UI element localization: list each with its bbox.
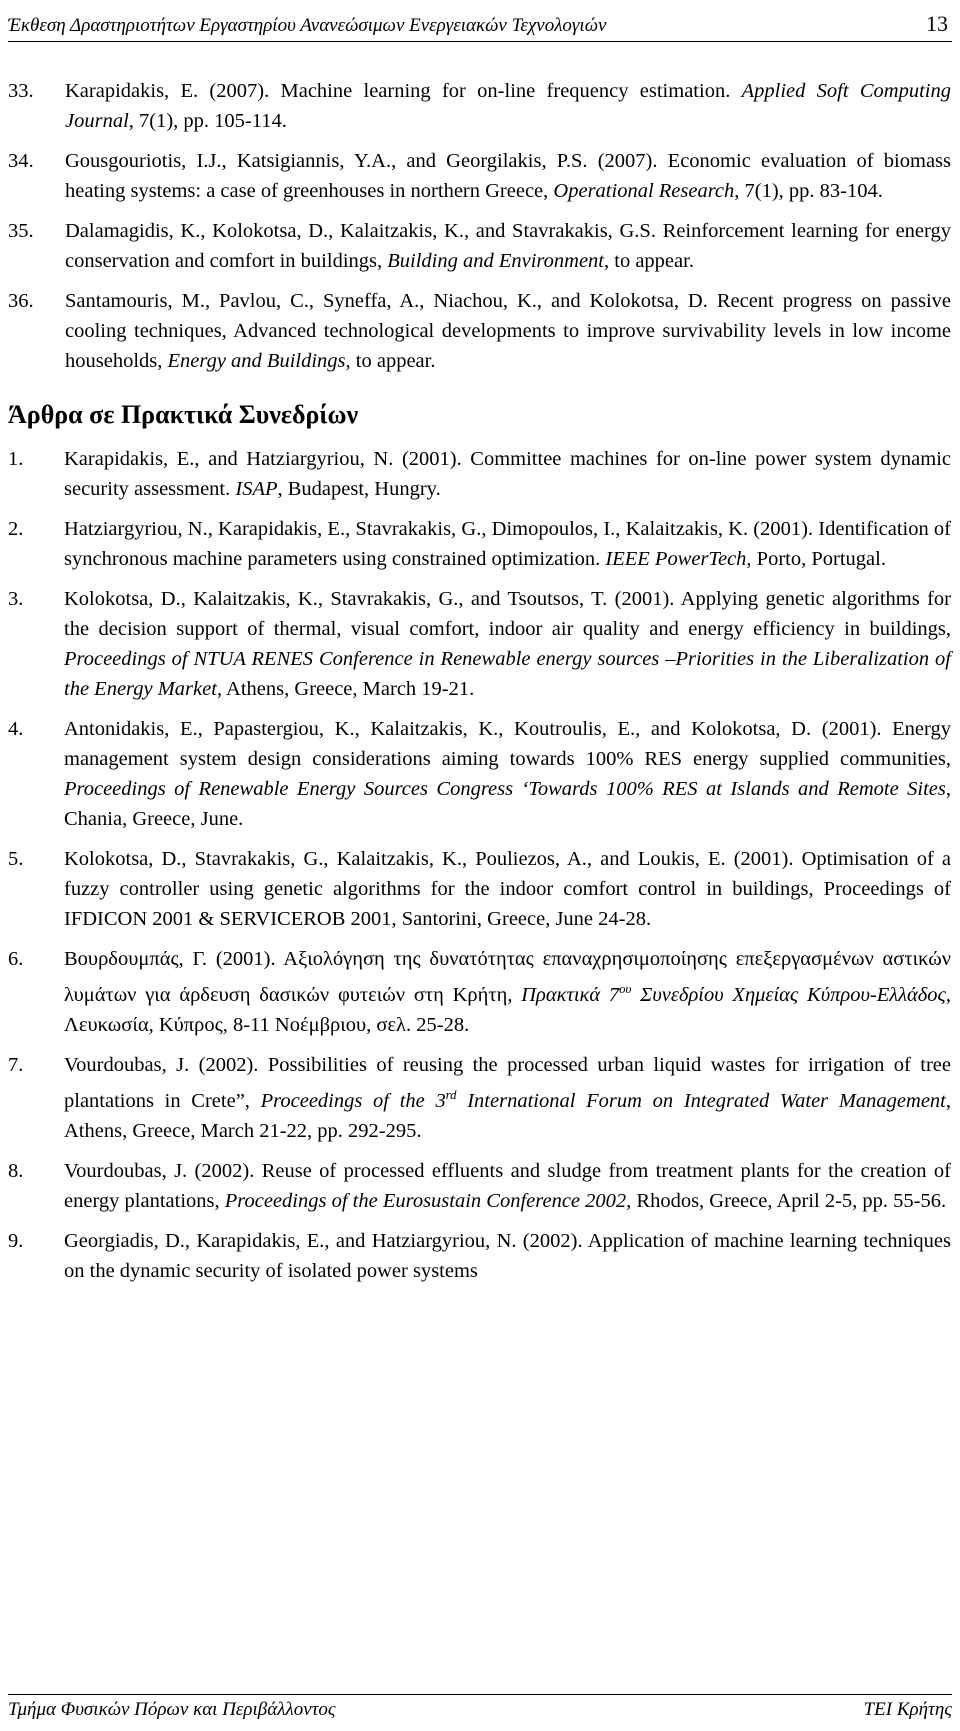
reference-italic-text: rd xyxy=(445,1087,457,1102)
reference-italic-text: Πρακτικά 7 xyxy=(521,983,620,1006)
reference-item xyxy=(0,1050,960,1146)
reference-italic-text: ISAP xyxy=(235,478,278,500)
reference-italic-text: Proceedings of NTUA RENES Conference in Renewable energy sources –Priorities in the Liberalization of the Energy Market xyxy=(64,648,951,700)
reference-item xyxy=(0,216,960,276)
section-heading: Άρθρα σε Πρακτικά Συνεδρίων xyxy=(8,400,359,429)
reference-italic-text: ου xyxy=(619,982,632,996)
conference-reference-list xyxy=(0,444,960,1286)
reference-number: 33. xyxy=(8,80,34,102)
reference-text: , Rhodos, Greece, April 2-5, pp. 55-56. xyxy=(626,1189,947,1212)
reference-text: Βουρδουμπάς, Γ. (2001). Αξιολόγηση της δυνατότητας επαναχρησιμοποίησης επεξεργασμένων αστικών λυμάτων για άρδευση δασικών φυτειών στη Κρήτη, xyxy=(64,948,951,1006)
reference-text: , Budapest, Hungry. xyxy=(277,478,441,500)
reference-item xyxy=(0,76,960,136)
page-header xyxy=(8,0,952,42)
reference-text: , to appear. xyxy=(345,350,436,372)
reference-text: Santamouris, M., Pavlou, C., Syneffa, A., Niachou, K., and Kolokotsa, D. Recent progress on passive cooling techniques, Advanced technological developments to improve survivability levels in low income households, xyxy=(65,290,951,372)
reference-text: Karapidakis, E., and Hatziargyriou, N. (2001). Committee machines for on-line power system dynamic security assessment. xyxy=(64,448,951,500)
reference-italic-text: Energy and Buildings xyxy=(167,350,346,372)
reference-text: , 7(1), pp. 83-104. xyxy=(734,180,883,202)
reference-text: Vourdoubas, J. (2002). Reuse of processed effluents and sludge from treatment plants for the creation of energy plantations, xyxy=(64,1159,951,1212)
reference-text: Gousgouriotis, I.J., Katsigiannis, Y.A., and Georgilakis, P.S. (2007). Economic evaluation of biomass heating systems: a case of greenhouses in northern Greece, xyxy=(65,150,951,202)
reference-number: 6. xyxy=(8,948,24,970)
reference-number: 5. xyxy=(8,848,24,870)
reference-number: 34. xyxy=(8,150,34,172)
reference-number: 8. xyxy=(8,1159,24,1182)
reference-item xyxy=(0,146,960,206)
reference-italic-text: IEEE PowerTech xyxy=(605,548,747,570)
reference-item xyxy=(0,714,960,834)
reference-text: , Porto, Portugal. xyxy=(746,548,886,570)
reference-text: Kolokotsa, D., Stavrakakis, G., Kalaitzakis, K., Pouliezos, A., and Loukis, E. (2001). Optimisation of a fuzzy controller using genetic algorithms for the indoor comfort control in buildings, Proceedings of IFDICON 2001 & SERVICEROB 2001, Santorini, Greece, June 24-28. xyxy=(64,848,951,930)
reference-text: , Athens, Greece, March 21-22, pp. 292-295. xyxy=(64,1089,951,1142)
reference-italic-text: Applied Soft Computing Journal xyxy=(65,80,951,132)
reference-item xyxy=(0,844,960,934)
reference-italic-text: Proceedings of the Eurosustain Conference 2002 xyxy=(224,1189,627,1212)
reference-text: Antonidakis, E., Papastergiou, K., Kalaitzakis, K., Koutroulis, E., and Kolokotsa, D. (2001). Energy management system design considerations aiming towards 100% RES energy supplied communities, xyxy=(64,718,951,770)
reference-number: 4. xyxy=(8,718,24,740)
reference-text: Dalamagidis, K., Kolokotsa, D., Kalaitzakis, K., and Stavrakakis, G.S. Reinforcement learning for energy conservation and comfort in buildings, xyxy=(65,220,951,272)
reference-item xyxy=(0,444,960,504)
reference-number: 36. xyxy=(8,290,34,312)
reference-item xyxy=(0,944,960,1040)
reference-italic-text: Proceedings of Renewable Energy Sources Congress ‘Towards 100% RES at Islands and Remote Sites xyxy=(64,778,946,800)
reference-text: , to appear. xyxy=(604,250,694,272)
page-number: 13 xyxy=(926,11,948,36)
reference-item xyxy=(0,286,960,376)
reference-text: Vourdoubas, J. (2002). Possibilities of reusing the processed urban liquid wastes for irrigation of tree plantations in Crete”, xyxy=(64,1053,951,1112)
reference-number: 9. xyxy=(8,1229,24,1252)
footer-institution: ΤΕΙ Κρήτης xyxy=(863,1699,952,1720)
reference-text: , 7(1), pp. 105-114. xyxy=(128,110,287,132)
reference-item xyxy=(0,514,960,574)
reference-text: Karapidakis, E. (2007). Machine learning for on-line frequency estimation. xyxy=(65,80,742,102)
reference-item xyxy=(0,1226,960,1286)
reference-number: 1. xyxy=(8,448,24,470)
page-footer xyxy=(8,1694,952,1731)
reference-number: 35. xyxy=(8,220,34,242)
footer-department: Τμήμα Φυσικών Πόρων και Περιβάλλοντος xyxy=(8,1699,336,1720)
reference-text: , Athens, Greece, March 19-21. xyxy=(216,678,475,700)
reference-text: Kolokotsa, D., Kalaitzakis, K., Stavrakakis, G., and Tsoutsos, T. (2001). Applying genetic algorithms for the decision support of thermal, visual comfort, indoor air quality and energy efficiency in buildings, xyxy=(64,588,951,640)
reference-italic-text: Συνεδρίου Χημείας Κύπρου-Ελλάδος xyxy=(631,983,946,1006)
reference-number: 2. xyxy=(8,518,24,540)
reference-italic-text: Operational Research xyxy=(553,180,735,202)
page-content xyxy=(0,76,960,1296)
reference-number: 3. xyxy=(8,588,24,610)
header-title: Έκθεση Δραστηριοτήτων Εργαστηρίου Ανανεώσιμων Ενεργειακών Τεχνολογιών xyxy=(8,15,607,36)
reference-item xyxy=(0,1156,960,1216)
reference-number: 7. xyxy=(8,1053,24,1076)
journal-reference-list xyxy=(0,76,960,376)
reference-text: Georgiadis, D., Karapidakis, E., and Hatziargyriou, N. (2002). Application of machine learning techniques on the dynamic security of isolated power systems xyxy=(64,1229,951,1282)
reference-italic-text: Building and Environment xyxy=(387,250,604,272)
reference-text: , Chania, Greece, June. xyxy=(64,778,951,830)
reference-text: Hatziargyriou, N., Karapidakis, E., Stavrakakis, G., Dimopoulos, I., Kalaitzakis, K. (2001). Identification of synchronous machine parameters using constrained optimization. xyxy=(64,518,951,570)
reference-item xyxy=(0,584,960,704)
reference-text: , Λευκωσία, Κύπρος, 8-11 Νοέμβριου, σελ. 25-28. xyxy=(64,983,951,1036)
reference-italic-text: Proceedings of the 3 xyxy=(260,1089,446,1112)
reference-italic-text: International Forum on Integrated Water Management xyxy=(456,1089,946,1112)
